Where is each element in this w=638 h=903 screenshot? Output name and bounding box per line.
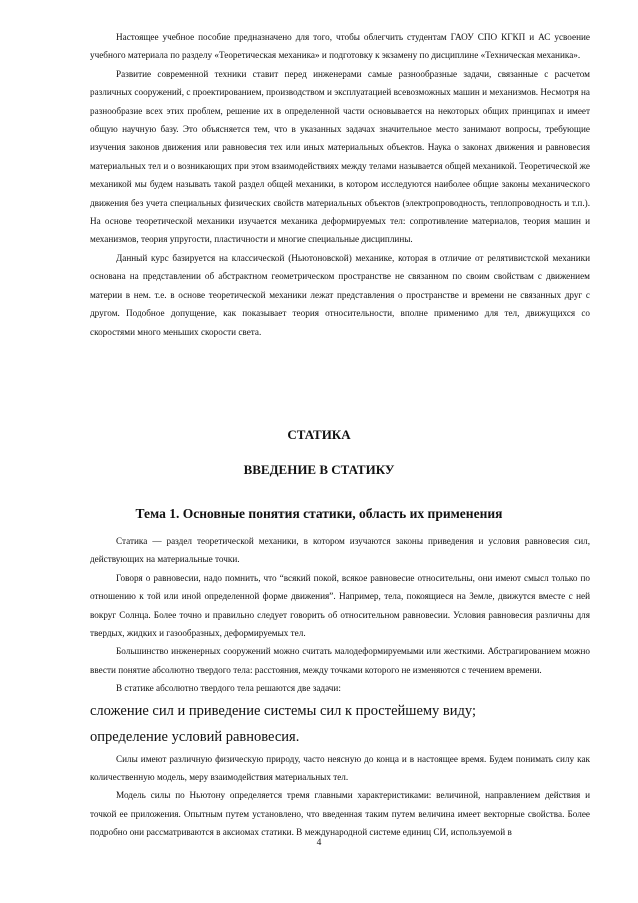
closing-paragraph-1: Силы имеют различную физическую природу, часто неясную до конца и в настоящее время. Будем понимать силу как количественную модель, меру взаимодействия материальных тел. bbox=[90, 753, 590, 783]
intro-paragraph-2: Развитие современной техники ставит перед инженерами самые разнообразные задачи, связанные с расчетом различных сооружений, с проектированием, производством и эксплуатацией всевозможных машин и механизмов. Несмотря на разнообразие всех этих проблем, решение их в определенной части основывается на некоторых общих принципах и имеет общую научную базу. Это объясняется тем, что в указанных задачах значительное место занимают вопросы, требующие изучения законов движения или равновесия тех или иных материальных объектов. Наука о законах движения и равновесия материальных тел и о возникающих при этом взаимодействиях между телами называется общей механикой. Теоретической же механикой мы будем называть такой раздел общей механики, в котором исследуются наиболее общие законы механического движения без учета специальных физических свойств материальных объектов (электропроводность, теплопроводность и т.п.). На основе теоретической механики изучается механика деформируемых тел: сопротивление материалов, теория машин и механизмов, теория упругости, пластичности и многие специальные дисциплины. bbox=[90, 68, 590, 245]
intro-paragraph-1: Настоящее учебное пособие предназначено для того, чтобы облегчить студентам ГАОУ СПО КГКП и АС усвоение учебного материала по разделу «Теоретическая механика» и подготовку к экзамену по дисциплине «Техническая механика». bbox=[90, 32, 590, 61]
body-paragraph-2: Говоря о равновесии, надо помнить, что “всякий покой, всякое равновесие относительны, они имеют смысл только по отношению к той или иной определенной форме движения”. Например, тела, покоящиеся на Земле, движутся вместе с ней вокруг Солнца. Более точно и правильно следует говорить об относительном равновесии. Условия равновесия различны для твердых, жидких и газообразных, деформируемых тел. bbox=[90, 572, 590, 639]
intro-section bbox=[90, 28, 590, 341]
topic-body bbox=[90, 532, 590, 842]
body-paragraph-4: В статике абсолютно твердого тела решаются две задачи: bbox=[116, 683, 341, 694]
task-item-2: определение условий равновесия. bbox=[90, 728, 300, 745]
task-item-1: сложение сил и приведение системы сил к простейшему виду; bbox=[90, 702, 476, 719]
intro-paragraph-3: Данный курс базируется на классической (Ньютоновской) механике, которая в отличие от релятивистской механики основана на представлении об абстрактном геометрическом пространстве не связанном по своим свойствам с движением материи в нем. т.е. в основе теоретической механики лежат представления о пространстве и времени не связанных друг с другом. Подобное допущение, как показывает теория относительности, вполне применимо для тел, движущихся со скоростями много меньших скорости света. bbox=[90, 252, 590, 337]
body-paragraph-1: Статика — раздел теоретической механики, в котором изучаются законы приведения и условия равновесия сил, действующих на материальные точки. bbox=[90, 536, 590, 565]
closing-paragraph-2: Модель силы по Ньютону определяется тремя главными характеристиками: величиной, направлением действия и точкой ее приложения. Опытным путем установлено, что введенная таким путем величина имеет векторные свойства. Более подробно они рассматриваются в аксиомах статики. В международной системе единиц СИ, используемой в bbox=[90, 790, 590, 838]
heading-statika: СТАТИКА bbox=[287, 427, 351, 442]
heading-topic-1: Тема 1. Основные понятия статики, область их применения bbox=[135, 506, 503, 521]
body-paragraph-3: Большинство инженерных сооружений можно считать малодеформируемыми или жесткими. Абстрагированием можно ввести понятие абсолютно твердого тела: расстояния, между точками которого не изменяются с течением времени. bbox=[90, 646, 590, 675]
heading-introduction: ВВЕДЕНИЕ В СТАТИКУ bbox=[243, 462, 395, 477]
page-number: 4 bbox=[316, 838, 322, 848]
